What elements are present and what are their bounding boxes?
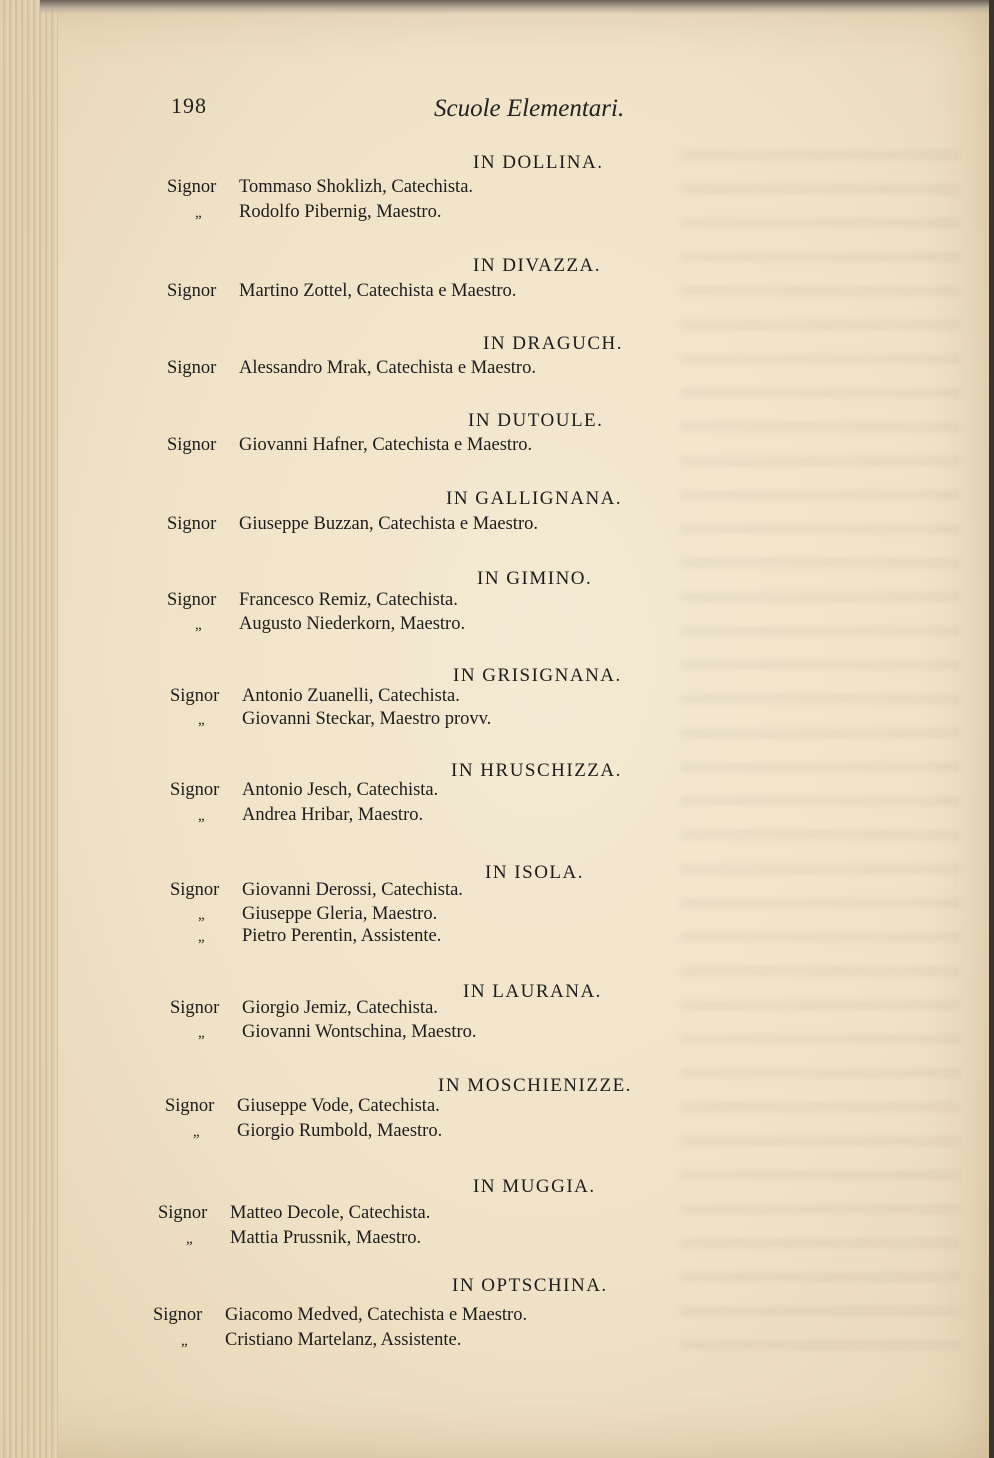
entry-text: Augusto Niederkorn, Maestro. xyxy=(239,614,466,634)
section-heading: IN GRISIGNANA. xyxy=(453,665,622,686)
entry-line xyxy=(170,998,438,1019)
entry-line xyxy=(153,1305,527,1326)
ditto-mark: „ xyxy=(195,617,202,633)
section-heading: IN MUGGIA. xyxy=(473,1176,596,1197)
section-heading: IN OPTSCHINA. xyxy=(452,1275,608,1296)
ditto-mark: „ xyxy=(181,1333,188,1349)
entry-prefix: Signor xyxy=(167,358,217,378)
entry-text: Giorgio Jemiz, Catechista. xyxy=(242,998,438,1018)
page-number: 198 xyxy=(171,93,207,118)
ditto-mark: „ xyxy=(186,1231,193,1247)
top-edge xyxy=(40,0,990,14)
entry-text: Giuseppe Buzzan, Catechista e Maestro. xyxy=(239,514,538,534)
ditto-mark: „ xyxy=(193,1124,200,1140)
entry-line xyxy=(167,281,516,302)
entry-text: Mattia Prussnik, Maestro. xyxy=(230,1228,422,1248)
entry-prefix: Signor xyxy=(167,435,217,455)
entry-line xyxy=(170,904,437,925)
entry-text: Pietro Perentin, Assistente. xyxy=(242,926,442,946)
ditto-mark: „ xyxy=(195,205,202,221)
ditto-mark: „ xyxy=(198,712,205,728)
entry-prefix: Signor xyxy=(170,998,220,1018)
entry-text: Rodolfo Pibernig, Maestro. xyxy=(239,202,442,222)
entry-text: Francesco Remiz, Catechista. xyxy=(239,590,458,610)
entry-line xyxy=(167,435,532,456)
entry-line xyxy=(167,177,473,198)
entry-line xyxy=(170,805,423,826)
section-heading: IN DRAGUCH. xyxy=(483,333,623,354)
show-through-text xyxy=(680,150,960,1350)
entry-text: Giovanni Hafner, Catechista e Maestro. xyxy=(239,435,533,455)
entry-text: Antonio Zuanelli, Catechista. xyxy=(242,686,460,706)
entry-prefix: Signor xyxy=(170,686,220,706)
section-heading: IN LAURANA. xyxy=(463,981,602,1002)
entry-text: Matteo Decole, Catechista. xyxy=(230,1203,431,1223)
entry-prefix: Signor xyxy=(167,177,217,197)
entry-text: Alessandro Mrak, Catechista e Maestro. xyxy=(239,358,536,378)
entry-line xyxy=(167,514,538,535)
entry-text: Tommaso Shoklizh, Catechista. xyxy=(239,177,474,197)
page-edge-shadow xyxy=(989,0,994,1458)
entry-line xyxy=(167,358,536,379)
entry-text: Giorgio Rumbold, Maestro. xyxy=(237,1121,443,1141)
entry-line xyxy=(170,686,460,707)
entry-text: Giacomo Medved, Catechista e Maestro. xyxy=(225,1305,528,1325)
entry-text: Andrea Hribar, Maestro. xyxy=(242,805,424,825)
entry-text: Giovanni Steckar, Maestro provv. xyxy=(242,709,492,729)
entry-line xyxy=(170,880,463,901)
entry-prefix: Signor xyxy=(170,780,220,800)
entry-line xyxy=(158,1228,421,1249)
entry-text: Antonio Jesch, Catechista. xyxy=(242,780,439,800)
entry-prefix: Signor xyxy=(167,281,217,301)
entry-text: Martino Zottel, Catechista e Maestro. xyxy=(239,281,517,301)
section-heading: IN DIVAZZA. xyxy=(473,255,602,276)
entry-prefix: Signor xyxy=(167,590,217,610)
entry-prefix: Signor xyxy=(153,1305,203,1325)
section-heading: IN DUTOULE. xyxy=(468,410,604,431)
page-gutter xyxy=(0,0,58,1458)
entry-text: Giovanni Derossi, Catechista. xyxy=(242,880,463,900)
section-heading: IN ISOLA. xyxy=(485,862,584,883)
entry-line xyxy=(165,1096,440,1117)
entry-prefix: Signor xyxy=(165,1096,215,1116)
ditto-mark: „ xyxy=(198,907,205,923)
section-heading: IN HRUSCHIZZA. xyxy=(451,760,622,781)
entry-line xyxy=(170,709,491,730)
ditto-mark: „ xyxy=(198,929,205,945)
entry-line xyxy=(167,202,441,223)
entry-line xyxy=(153,1330,461,1351)
ditto-mark: „ xyxy=(198,1025,205,1041)
entry-line xyxy=(170,1022,477,1043)
entry-text: Giovanni Wontschina, Maestro. xyxy=(242,1022,477,1042)
entry-line xyxy=(167,590,458,611)
section-heading: IN DOLLINA. xyxy=(473,152,604,173)
entry-prefix: Signor xyxy=(158,1203,208,1223)
entry-text: Giuseppe Gleria, Maestro. xyxy=(242,904,438,924)
section-heading: IN GALLIGNANA. xyxy=(446,488,623,509)
ditto-mark: „ xyxy=(198,808,205,824)
entry-prefix: Signor xyxy=(167,514,217,534)
entry-text: Cristiano Martelanz, Assistente. xyxy=(225,1330,462,1350)
entry-line xyxy=(158,1203,430,1224)
section-heading: IN MOSCHIENIZZE. xyxy=(438,1075,632,1096)
entry-text: Giuseppe Vode, Catechista. xyxy=(237,1096,440,1116)
running-title: Scuole Elementari. xyxy=(434,95,625,122)
entry-prefix: Signor xyxy=(170,880,220,900)
page-header xyxy=(168,93,668,133)
entry-line xyxy=(170,926,441,947)
entry-line xyxy=(167,614,465,635)
entry-line xyxy=(170,780,438,801)
section-heading: IN GIMINO. xyxy=(477,568,593,589)
entry-line xyxy=(165,1121,442,1142)
